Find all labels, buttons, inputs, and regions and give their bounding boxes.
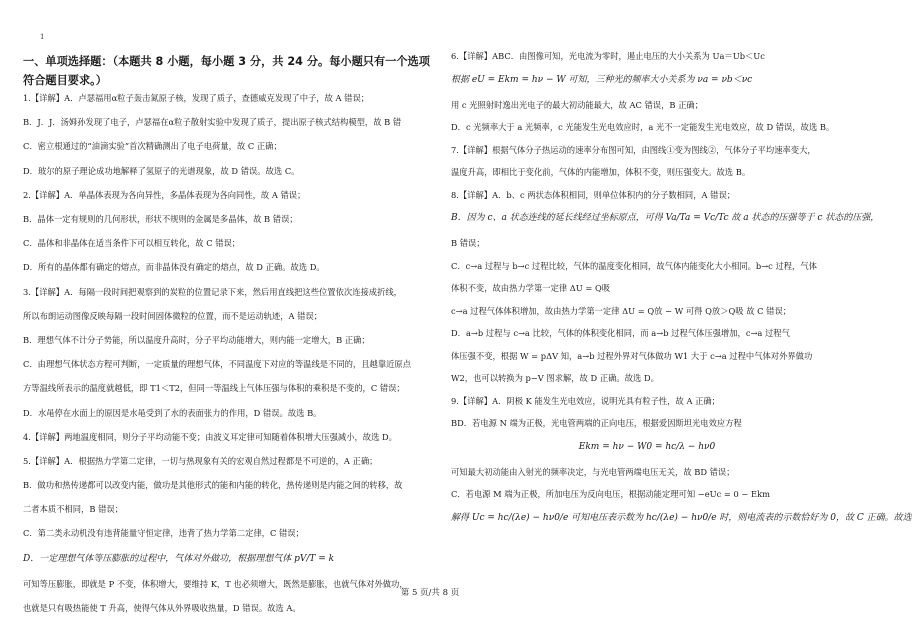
answer-line: 7.【详解】根据气体分子热运动的速率分布图可知，由图线①变为图线②，气体分子平均速率变大，: [451, 144, 816, 155]
answer-line: B．做功和热传递都可以改变内能，做功是其他形式的能和内能的转化，热传递则是内能之间的转移，故: [23, 480, 403, 491]
answer-line: D．玻尔的原子理论成功地解释了氢原子的光谱现象，故 D 错误。故选 C。: [23, 165, 300, 176]
answer-line: C．c→a 过程与 b→c 过程比较，气体的温度变化相同，故气体内能变化大小相同。b→c 过程，气体: [451, 260, 817, 271]
answer-line: D．a→b 过程与 c→a 比较，气体的体积变化相同，而 a→b 过程气体压强增加，c→a 过程气: [451, 328, 790, 338]
page-mark: 1: [40, 33, 45, 41]
right-column: [451, 51, 912, 539]
answer-line: 温度升高，即相比于变化前，气体的内能增加，体积不变，则压强变大。故选 B。: [451, 167, 751, 177]
answer-line: c→a 过程气体体积增加，故由热力学第一定律 ΔU = Q放 − W 可得 Q放＞Q吸 故 C 错误；: [451, 305, 792, 316]
answer-line: 方等温线所表示的温度就越低，即 T1＜T2，但同一等温线上气体压强与体积的乘积是不变的，C 错误；: [23, 383, 405, 394]
answer-line: D．水黾停在水面上的原因是水黾受到了水的表面张力的作用，D 错误。故选 B。: [23, 407, 322, 418]
answer-line: 2.【详解】A．单晶体表现为各向异性，多晶体表现为各向同性，故 A 错误；: [23, 189, 306, 200]
answer-line: 体积不变，故由热力学第一定律 ΔU = Q吸: [451, 283, 611, 293]
answer-line: C．密立根通过的“油滴实验”首次精确测出了电子电荷量，故 C 正确；: [23, 141, 282, 152]
answer-line: B 错误；: [451, 238, 485, 248]
answer-line: 所以布朗运动图像反映每隔一段时间固体微粒的位置，而不是运动轨迹，A 错误；: [23, 310, 323, 321]
formula-line: D．一定理想气体等压膨胀的过程中，气体对外做功，根据理想气体 pV/T = k: [23, 553, 335, 564]
left-column: [23, 52, 433, 628]
answer-line: 体压强不变，根据 W = pΔV 知，a→b 过程外界对气体做功 W1 大于 c→a 过程中气体对外界做功: [451, 350, 813, 361]
answer-line: 1.【详解】A．卢瑟福用α粒子轰击氮原子核，发现了质子，查德威克发现了中子，故 A 错误；: [23, 93, 370, 104]
answer-line: 8.【详解】A．b、c 两状态体积相同，则单位体积内的分子数相同，A 错误；: [451, 189, 736, 200]
formula-line: 根据 eU = Ekm = hν − W 可知，三种光的频率大小关系为 νa = νb＜νc: [451, 74, 753, 85]
answer-line: 3.【详解】A．每隔一段时间把观察到的炭粒的位置记录下来，然后用直线把这些位置依次连接成折线，: [23, 286, 402, 297]
answer-line: C．第二类永动机没有违背能量守恒定律，违背了热力学第二定律，C 错误；: [23, 528, 304, 539]
answer-line: B．理想气体不计分子势能，所以温度升高时，分子平均动能增大，则内能一定增大，B 正确；: [23, 334, 370, 345]
answer-line: BD．若电源 N 端为正极，光电管两端的正向电压，根据爱因斯坦光电效应方程: [451, 418, 742, 428]
answer-line: 9.【详解】A．阴极 K 能发生光电效应，说明光具有粒子性，故 A 正确；: [451, 395, 720, 406]
answer-line: 可知最大初动能由入射光的频率决定，与光电管两端电压无关，故 BD 错误；: [451, 466, 735, 477]
answer-line: 6.【详解】ABC．由图像可知，光电流为零时，遏止电压的大小关系为 Ua＝Ub＜Uc: [451, 51, 765, 61]
answer-line: D．c 光频率大于 a 光频率，c 光能发生光电效应时，a 光不一定能发生光电效应，故 D 错误，故选 B。: [451, 122, 835, 132]
answer-line: 可知等压膨胀，即就是 P 不变，体积增大，要维持 K，T 也必须增大，既然是膨胀，也就气体对外做功，: [23, 578, 408, 589]
formula-line: 解得 Uc = hc/(λe) − hν0/e 可知电压表示数为 hc/(λe) − hν0/e 时，则电流表的示数恰好为 0，故 C 正确。故选: [451, 512, 912, 523]
answer-line: W2，也可以转换为 p−V 图求解，故 D 正确。故选 D。: [451, 373, 659, 383]
answer-line: C．晶体和非晶体在适当条件下可以相互转化，故 C 错误；: [23, 238, 241, 249]
formula-line: B．因为 c、a 状态连线的延长线经过坐标原点，可得 Va/Ta = Vc/Tc 故 a 状态的压强等于 c 状态的压强，: [451, 213, 880, 223]
answer-line: 二者本质不相同，B 错误；: [23, 504, 124, 515]
answer-line: 4.【详解】两地温度相同，则分子平均动能不变；由波义耳定律可知随着体积增大压强减小，故选 D。: [23, 431, 397, 442]
answer-line: C．由理想气体状态方程可判断，一定质量的理想气体，不同温度下对应的等温线是不同的，且越靠近原点: [23, 359, 412, 370]
answer-line: B．J．J．汤姆孙发现了电子，卢瑟福在α粒子散射实验中发现了质子，提出原子核式结构模型，故 B 错: [23, 117, 402, 128]
answer-line: 用 c 光照射时逸出光电子的最大初动能最大，故 AC 错误，B 正确；: [451, 99, 703, 110]
answer-line: D．所有的晶体都有确定的熔点，而非晶体没有确定的熔点，故 D 正确。故选 D。: [23, 262, 325, 273]
page-footer: 第 5 页/共 8 页: [400, 588, 460, 598]
section-title: 一、单项选择题：（本题共 8 小题，每小题 3 分，共 24 分。每小题只有一个选项符合题目要求。）: [23, 55, 430, 88]
answer-line: C．若电源 M 端为正极，所加电压为反向电压，根据动能定理可知 −eUc = 0 − Ekm: [451, 489, 770, 499]
answer-line: B．晶体一定有规则的几何形状，形状不规则的金属是多晶体，故 B 错误；: [23, 214, 298, 224]
answer-line: 也就是只有吸热能使 T 升高，使得气体从外界吸收热量，D 错误。故选 A。: [23, 602, 301, 613]
answer-line: 5.【详解】A．根据热力学第二定律，一切与热现象有关的宏观自然过程都是不可逆的，A 正确；: [23, 455, 378, 466]
formula-line: Ekm = hν − W0 = hc/λ − hν0: [578, 441, 716, 452]
